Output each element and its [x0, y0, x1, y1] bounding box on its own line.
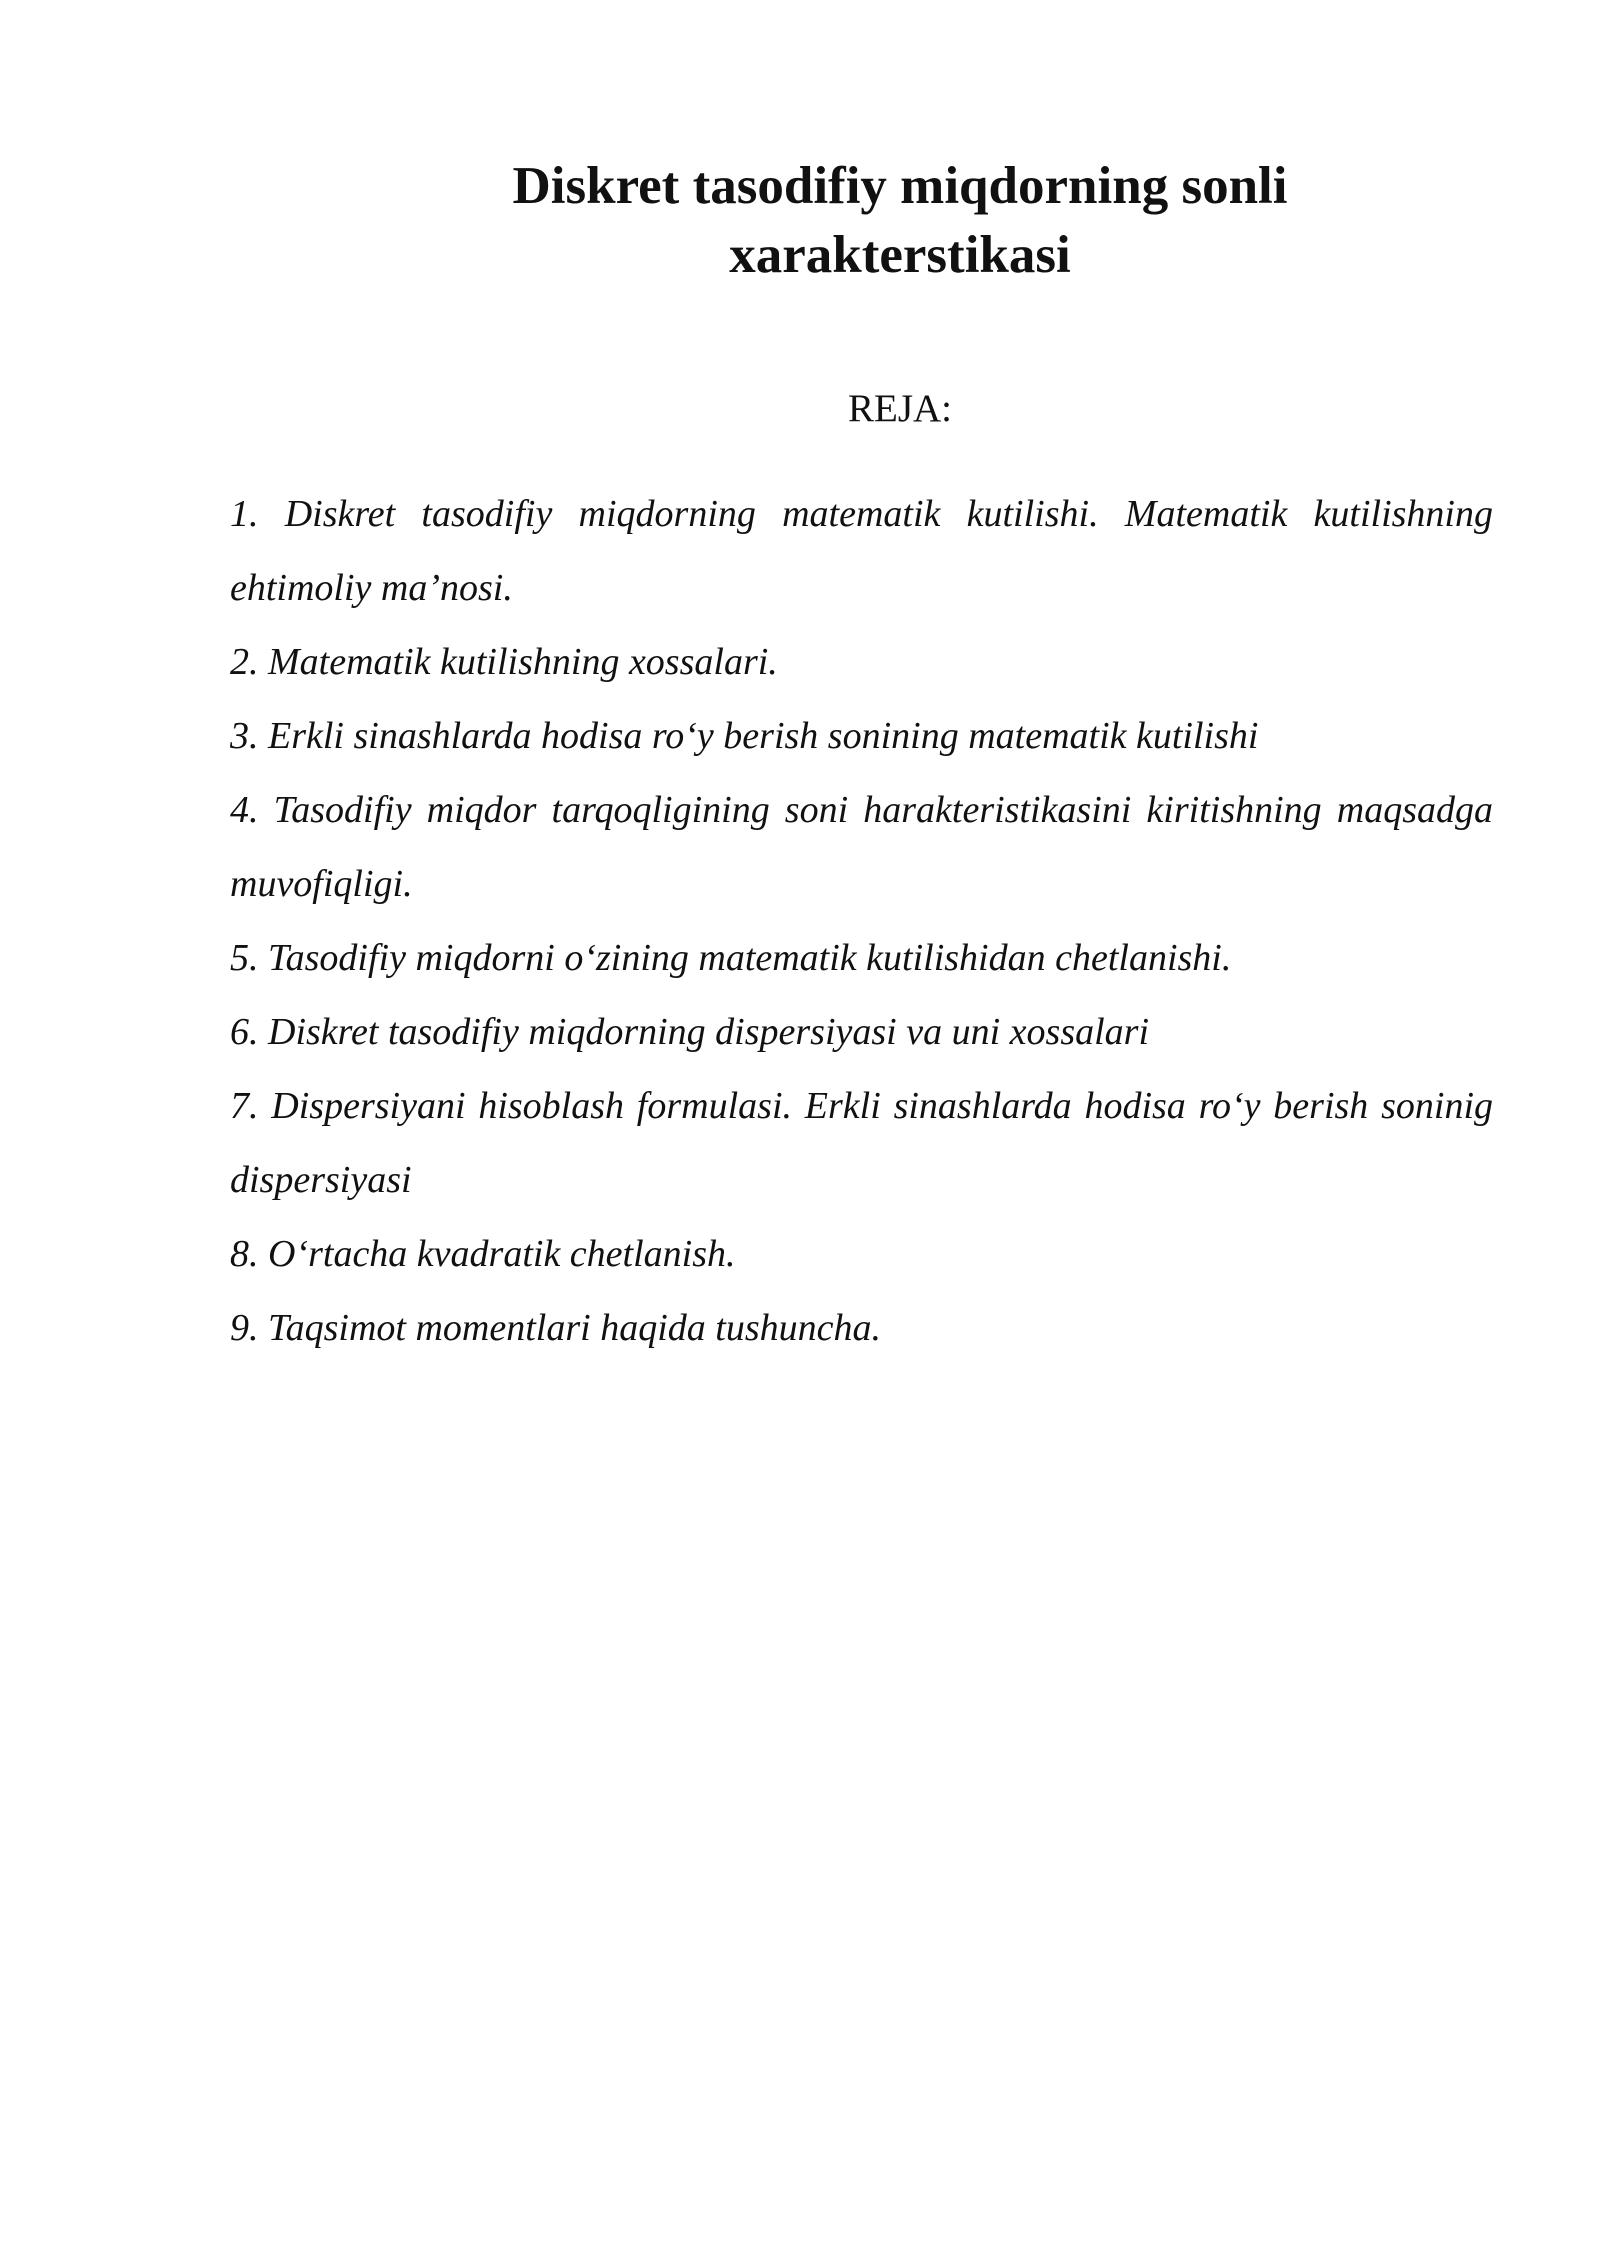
plan-item-8: 8. O‘rtacha kvadratik chetlanish.: [230, 1233, 736, 1275]
plan-item-5: 5. Tasodifiy miqdorni o‘zining matematik kutilishidan chetlanishi.: [230, 937, 1232, 979]
plan-item-3: 3. Erkli sinashlarda hodisa ro‘y berish sonining matematik kutilishi: [230, 715, 1259, 757]
plan-item-6: 6. Diskret tasodifiy miqdorning dispersiyasi va uni xossalari: [230, 1011, 1150, 1053]
plan-item-7: 7. Dispersiyani hisoblash formulasi. Erkli sinashlarda hodisa ro‘y berish soninig dispersiyasi: [230, 1085, 1493, 1201]
document-title-line-1: Diskret tasodifiy miqdorning sonli: [512, 157, 1288, 215]
document-title-line-2: xarakterstikasi: [729, 226, 1071, 284]
plan-item-4: 4. Tasodifiy miqdor tarqoqligining soni harakteristikasini kiritishning maqsadga muvofiqligi.: [230, 789, 1493, 905]
plan-heading: REJA:: [847, 387, 952, 430]
plan-list: [230, 477, 1493, 1365]
document-title: [300, 152, 1500, 290]
plan-item-2: 2. Matematik kutilishning xossalari.: [230, 641, 778, 683]
plan-item-9: 9. Taqsimot momentlari haqida tushuncha.: [230, 1307, 881, 1349]
plan-item-1: 1. Diskret tasodifiy miqdorning matematik kutilishi. Matematik kutilishning ehtimoliy ma’nosi.: [230, 493, 1493, 609]
